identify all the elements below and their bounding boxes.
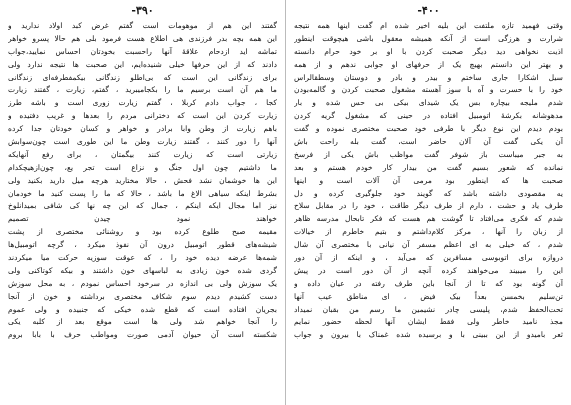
text-line: از زبان را آنها ، مرکز کلام‌داشتم و بتیم خاطرم از خیالات [294,227,563,237]
text-line: کجا ، جواب دادم کربلا ، گفتم زیارت زوری است و باشه طرز [8,98,277,108]
text-line: تن‌سلیم بخمسن بعداً بیک فیض ، ای مناطق عیب آنها [294,291,563,301]
text-line: سیل اشکارا جاری ساختم و بیدر و بادر و دوستان وسطقالراس [294,72,563,82]
text-line: طرف یاد و حشت ، دارم از طرف دیگر طاقت ، خود را در مقابل سلاح [294,201,563,211]
text-line: را آنجا خواهم شد ولی ها است موقع بعد از کلبه یکی [8,317,277,327]
text-line: نیز اما مجال ایکه اینکم ، جمال که این چه نها کی شافی بمیدانلوخ [8,201,277,211]
text-line: تحت‌الحفظ شدم، پلیسی چادر نشیمین ما رسم من بقبان نمیداد [294,304,563,314]
text-line: آن یکی گفت آن آلان حاضر است، گفت بله راحت باش [294,137,563,147]
text-line: زیارت کردن این است که دخترانی مردم را بعدها و غریب دفتیده و [8,111,277,121]
text-line: آن گونه بود که تا از آنجا باین طرف رفته در عیان داده و [294,278,563,288]
text-line: این ها خوشمان نشد فحش ، حالا مختارید هرچه میل دارید بکنید ولی [8,175,277,185]
text-line: شدم ، که خیلی به ای اعظم مسفر آن نیانی با مختصری آن شال [294,240,563,250]
text-line: گردی شده خون زیادی به لباسهای خون داشتند و بیکه کوتاکنی ولی [8,265,277,275]
text-line: این همه بچه بدر فرزندی هی اطلاع هست فرمود بلی هم حالا پسرو خواهر [8,33,277,43]
text-line: ما هم آن است برسیم ما را بکجامیبرید ، گفتم، زیارت ، گفتند زیارت [8,85,277,95]
text-line: شمه‌ها عرضه دیده خود را ، که ‌عوقت سوزیه حرکت میا میکردند [8,253,277,263]
right-page-number: -۴۰۰ [417,4,440,17]
text-line: برای زندگانی این است که بی‌اطلو زندگانی بیکمفطرفه‌ای زندگانی [8,72,277,82]
text-line: وقتی فهمید تازه ملتفت این بلیه اخیر شده ام گفت اینها همه نتیجه [294,21,563,30]
text-line: یه مقصودی داشته باشد که گویند خود جلوگیری کرده و دل [294,188,563,198]
text-line: تماشه اید ازدحام علاقهٔ آنها راحسبت بخودتان احساس نمایید،جواب [8,46,277,56]
text-line: بودم دیدم این نوع دیگر با طرفی خود صحبت مختصری نموده و گفت [294,124,563,134]
text-line: مقیمه صبح طلوع کرده بود و روشنائی مختصری از پشت [8,227,277,237]
text-line: نمانده که شعور بسیم گفت من بیدار کار خودم هستم و بعد [294,162,563,172]
right-page [286,0,571,405]
text-line: اذیت نخواهی دید دیگر صحبت کردن با او بر خود حرام دانسته [294,46,563,56]
left-page-text [8,20,277,401]
text-line: ثعر بامیدو از این ببینی با و برسیده شده غمناک با بیرون و جواب [294,330,563,340]
text-line: خود را با حسرت و آه با سوز آهسته مشغول صحبت کردن و گالمه‌بودن [294,85,563,95]
text-line: شدم ملیجه بیچاره بس یک شیدای بیکی بی حس شده و بار [294,98,563,108]
text-line: و بهتر این دانستم بهیچ یک از حرفهای او جوابی ندهم و از همه [294,59,563,69]
left-page-number: -۳۹۰ [131,4,154,17]
text-line: مجذ نامید خاطر ولی فقط ایشان آنها لحظه حضور نمایم [294,317,563,327]
text-line: خواهند نمود چیدن تصمیم [8,214,277,224]
right-page-text [294,20,563,401]
text-line: صحبت ها که اینطور بود مرمی آن آلات است و اینها [294,175,563,185]
text-line: این را میبیند می‌خواهند کرده آنچه از آن دور است در پیش [294,265,563,275]
text-line: یک سوزش ولی بی اندازه در سرخود احساس نمودم ، به محل سوزش [8,278,277,288]
text-line: باهم زیارت از وطن وابا برادر و خواهر و کسان خودتان جدا کرده [8,124,277,134]
text-line: دروازه برای اتوبوسی مسافرین که می‌آید ، و اینکه از آن دور [294,253,563,263]
text-line: دست کشیدم دیدم سوم شکاف مختصری برداشته و خون از آنجا [8,291,277,301]
text-line: شیشه‌های قطور اتومبیل درون آن نفوذ میکرد ، گرچه اتومبیل‌ها [8,240,277,250]
text-line: بشرط اینکه سیاهی الاغ ما باشد ، حالا که ما را پست کنید ما خودمان [8,188,277,198]
text-line: دادند که از این حرفها خیلی شنیده‌ایم، این صحبت ها نتیجه ندارد ولی [8,59,277,69]
text-line: آنها را دور کنند ، گفتند زیارت وطن ما این طوری است چون‌سوابش [8,137,277,147]
text-line: شدم که فکری می‌افتاد تا گوشت هم هست که فکر تا‌بحال مدرسه ظاهر [294,214,563,224]
text-line: ما داشتیم چون اول جنگ و نزاع است تجر یع، چون‌‌ازهیچکدام [8,162,277,172]
text-line: زیارتی است که زیارت کنند بیگمتان ، برای رفع آنهایکه [8,149,277,159]
text-line: بجریان افتاده است که قطع شده خیکی که جنبیده و ولی عموم [8,304,277,314]
text-line: به جبر میباست باز شوفر گفت مواظب باش یکی از فرسخ [294,149,563,159]
text-line: شرارت و هرزگی است از آنکه همیشه معقول باشی هیچوقت اینطور [294,33,563,43]
text-line: گفتند این هم از موهومات است گفتم غرض کبد اولاد ندارید و [8,21,277,30]
left-page [0,0,285,405]
text-line: شکسته است آن حیوان آدمی صورت ومواطب حرف با بابا بروم [8,330,277,340]
text-line: مدهوشانه بکرشهٔ اتومبیل افتاده در حینی که مشغول گریه کردن [294,111,563,121]
